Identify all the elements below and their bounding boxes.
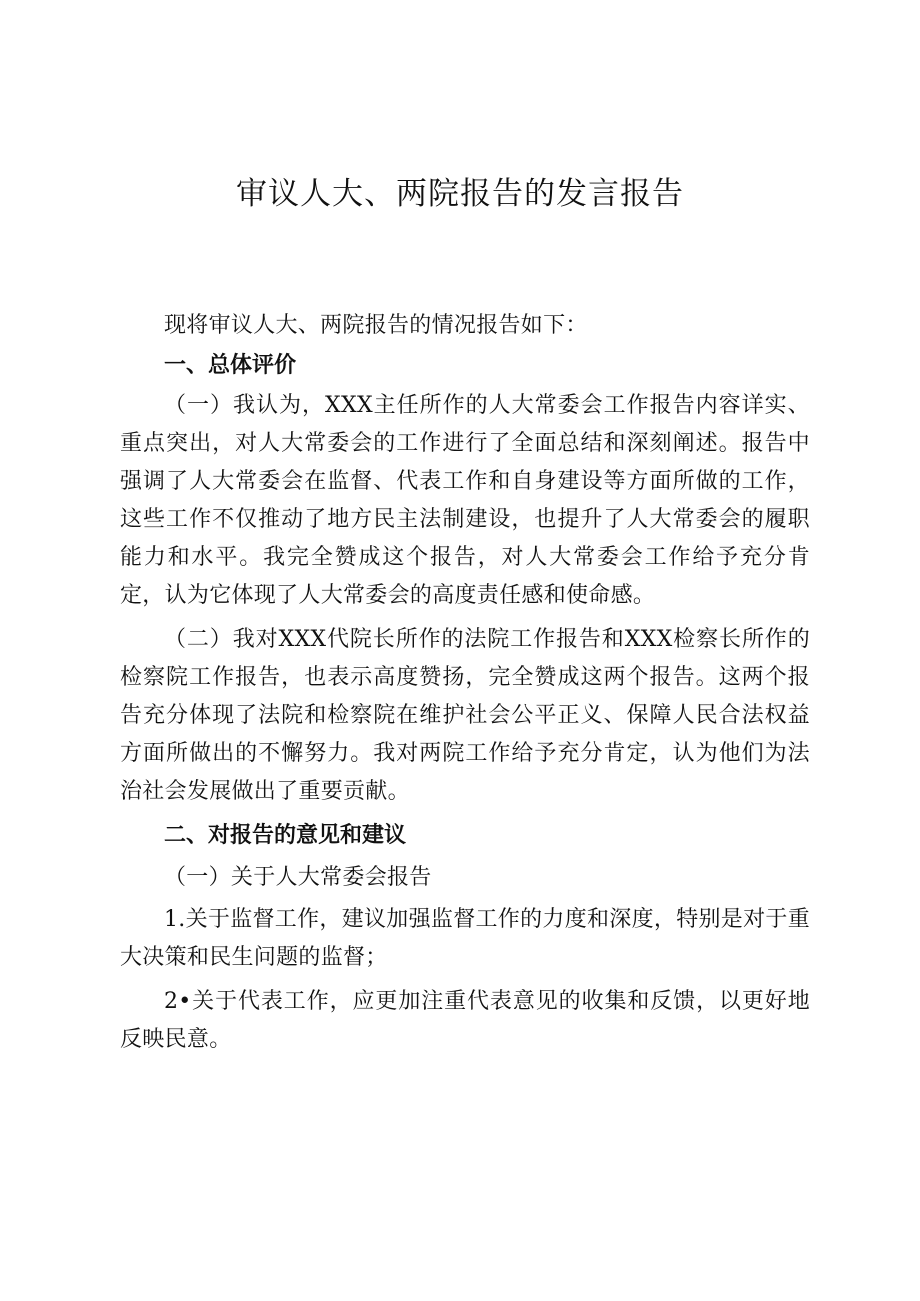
intro-paragraph: 现将审议人大、两院报告的情况报告如下： (164, 313, 588, 338)
subheading-npc-report: （一）关于人大常委会报告 (164, 865, 432, 890)
paragraph-court-procuratorate-evaluation: （二）我对XXX代院长所作的法院工作报告和XXX检察长所作的检察院工作报告，也表示高度赞扬，完全赞成这两个报告。这两个报告充分体现了法院和检察院在维护社会公平正义、保障人民合法权益方面所做出的不懈努力。我对两院工作给予充分肯定，认为他们为法治社会发展做出了重要贡献。 (120, 627, 810, 804)
section-heading-opinions-suggestions: 二、对报告的意见和建议 (164, 823, 407, 848)
paragraph-npc-report-evaluation: （一）我认为，XXX主任所作的人大常委会工作报告内容详实、重点突出，对人大常委会的工作进行了全面总结和深刻阐述。报告中强调了人大常委会在监督、代表工作和自身建设等方面所做的工作，这些工作不仅推动了地方民主法制建设，也提升了人大常委会的履职能力和水平。我完全赞成这个报告，对人大常委会工作给予充分肯定，认为它体现了人大常委会的高度责任感和使命感。 (120, 393, 810, 608)
page-title: 审议人大、两院报告的发言报告 (236, 176, 684, 212)
section-heading-overall-evaluation: 一、总体评价 (164, 353, 297, 378)
document-body (120, 307, 810, 1059)
suggestion-item-deputies: 2•关于代表工作，应更加注重代表意见的收集和反馈，以更好地反映民意。 (120, 989, 810, 1052)
suggestion-item-supervision: 1.关于监督工作，建议加强监督工作的力度和深度，特别是对于重大决策和民生问题的监督； (120, 907, 810, 970)
